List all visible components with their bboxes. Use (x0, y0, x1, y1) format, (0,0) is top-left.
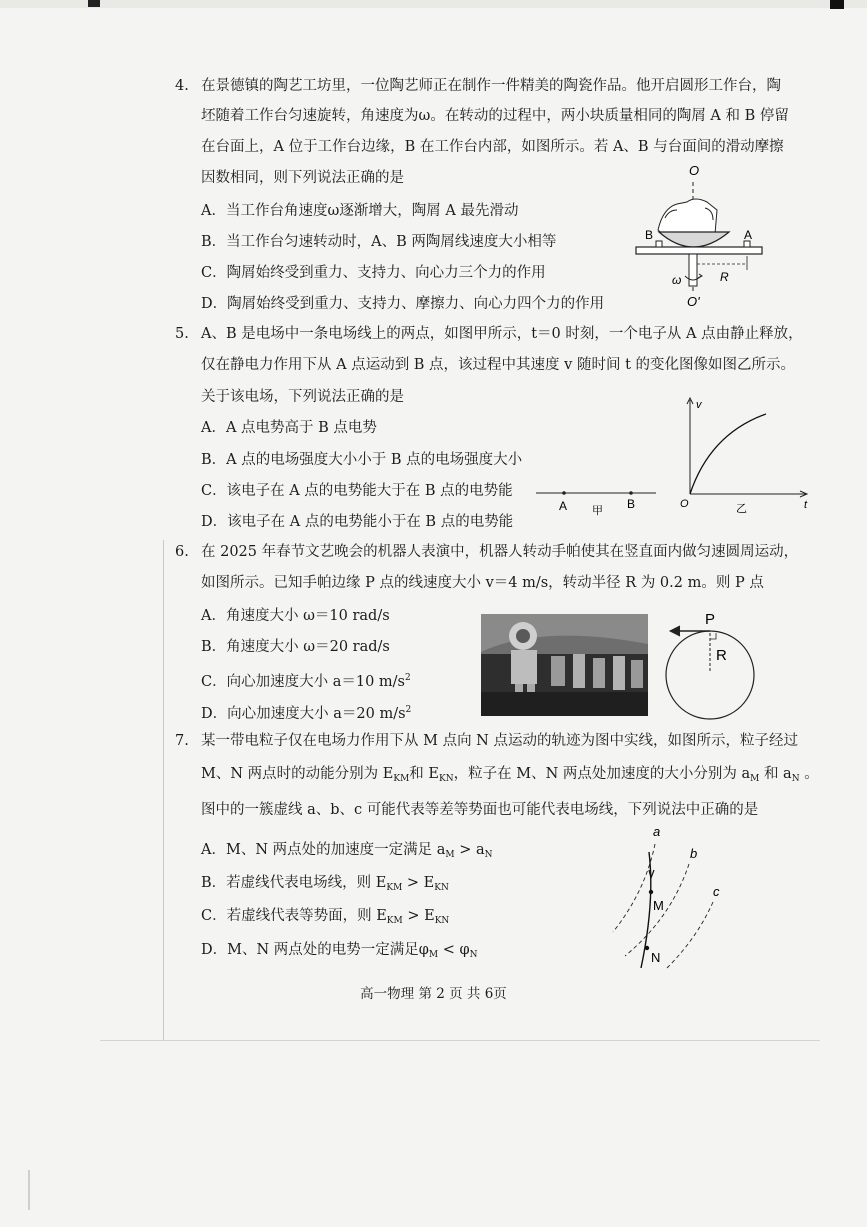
question-text: 坯随着工作台匀速旋转，角速度为ω。在转动的过程中，两小块质量相同的陶屑 A 和 B 停留 (201, 108, 789, 124)
option-a: A．A 点电势高于 B 点电势 (201, 420, 377, 436)
curve-b-label: b (690, 846, 698, 861)
question-text: 在景德镇的陶艺工坊里，一位陶艺师正在制作一件精美的陶瓷作品。他开启圆形工作台，陶 (201, 78, 781, 94)
trajectory-curve (641, 852, 651, 968)
figure-label-jia: 甲 (592, 504, 603, 517)
question-text: 图中的一簇虚线 a、b、c 可能代表等差等势面也可能代表电场线，下列说法中正确的是 (201, 802, 759, 818)
point-b-label: B (627, 497, 636, 511)
label-a: A (744, 228, 753, 242)
scan-mark (830, 0, 844, 9)
option-c: C．向心加速度大小 a＝10 $m/s^2$ (201, 673, 411, 690)
circular-motion-figure (660, 605, 770, 725)
axis-label-bottom: O' (687, 294, 700, 309)
y-axis-label: v (696, 399, 702, 411)
question-text: M、N 两点时的动能分别为 $E_{KM}$和 $E_{KN}$，粒子在 M、N 两点处加速度的大小分别为 $a_M$ 和 $a_N$ 。 (201, 766, 819, 784)
option-d: D．该电子在 A 点的电势能小于在 B 点的电势能 (201, 514, 514, 530)
turntable-figure (625, 158, 770, 313)
option-b: B．A 点的电场强度大小小于 B 点的电场强度大小 (201, 452, 523, 468)
scan-edge (0, 0, 867, 8)
scan-line (163, 540, 164, 1040)
option-b: B．角速度大小 ω＝20 rad/s (201, 639, 390, 655)
radius-label: R (720, 270, 729, 284)
scan-line (28, 1170, 30, 1210)
option-d: D．M、N 两点处的电势一定满足$\varphi_M < \varphi_N$ (201, 942, 478, 960)
figure-label-yi: 乙 (736, 502, 747, 515)
field-line-figure (532, 484, 662, 520)
question-text: 某一带电粒子仅在电场力作用下从 M 点向 N 点运动的轨迹为图中实线，如图所示，粒子经过 (201, 733, 798, 749)
x-axis-label: t (804, 499, 808, 511)
option-c: C．该电子在 A 点的电势能大于在 B 点的电势能 (201, 483, 513, 499)
point-p-label: P (705, 611, 716, 628)
option-c: C．若虚线代表等势面，则 $E_{KM} > E_{KN}$ (201, 908, 450, 926)
vt-graph (676, 394, 816, 518)
question-text: 如图所示。已知手帕边缘 P 点的线速度大小 v＝4 m/s，转动半径 R 为 0.2 m。则 P 点 (201, 575, 764, 591)
option-a: A．角速度大小 ω＝10 rad/s (201, 608, 390, 624)
curve-c-label: c (713, 884, 720, 899)
origin-label: O (680, 498, 689, 510)
trajectory-figure (605, 822, 735, 972)
omega-label: ω (672, 273, 682, 287)
question-text: 在 2025 年春节文艺晚会的机器人表演中，机器人转动手帕使其在竖直面内做匀速圆周运动， (201, 544, 799, 560)
point-m-label: M (653, 898, 664, 913)
label-b: B (645, 228, 654, 242)
robot-performance-photo (481, 614, 648, 716)
option-d: D．陶屑始终受到重力、支持力、摩擦力、向心力四个力的作用 (201, 296, 605, 312)
question-number: 5. (175, 326, 189, 342)
question-number: 7. (175, 733, 189, 749)
question-number: 6. (175, 544, 189, 560)
curve-a-label: a (653, 824, 661, 839)
radius-label: R (716, 647, 727, 664)
option-a: A．当工作台角速度ω逐渐增大，陶屑 A 最先滑动 (201, 203, 519, 219)
question-number: 4. (175, 78, 189, 94)
question-text: 因数相同，则下列说法正确的是 (201, 170, 404, 186)
option-c: C．陶屑始终受到重力、支持力、向心力三个力的作用 (201, 265, 546, 281)
point-a-label: A (559, 499, 568, 513)
dashed-line-c (667, 902, 713, 968)
option-b: B．当工作台匀速转动时，A、B 两陶屑线速度大小相等 (201, 234, 557, 250)
option-a: A．M、N 两点处的加速度一定满足 $a_M > a_N$ (201, 842, 493, 860)
scan-mark (88, 0, 100, 7)
axis-label-top: O (689, 163, 700, 178)
question-text: 在台面上，A 位于工作台边缘，B 在工作台内部，如图所示。若 A、B 与台面间的滑动摩擦 (201, 139, 784, 155)
option-d: D．向心加速度大小 a＝20 $m/s^2$ (201, 705, 412, 722)
option-b: B．若虚线代表电场线，则 $E_{KM} > E_{KN}$ (201, 875, 449, 893)
scan-line (100, 1040, 820, 1041)
question-text: A、B 是电场中一条电场线上的两点，如图甲所示，t＝0 时刻，一个电子从 A 点由静止释放， (201, 326, 803, 342)
vt-curve (690, 414, 766, 494)
page-footer: 高一物理 第 2 页 共 6页 (360, 986, 507, 1002)
point-n-label: N (651, 950, 661, 965)
question-text: 仅在静电力作用下从 A 点运动到 B 点，该过程中其速度 v 随时间 t 的变化图像如图乙所示。 (201, 357, 796, 373)
question-text: 关于该电场，下列说法正确的是 (201, 389, 404, 405)
